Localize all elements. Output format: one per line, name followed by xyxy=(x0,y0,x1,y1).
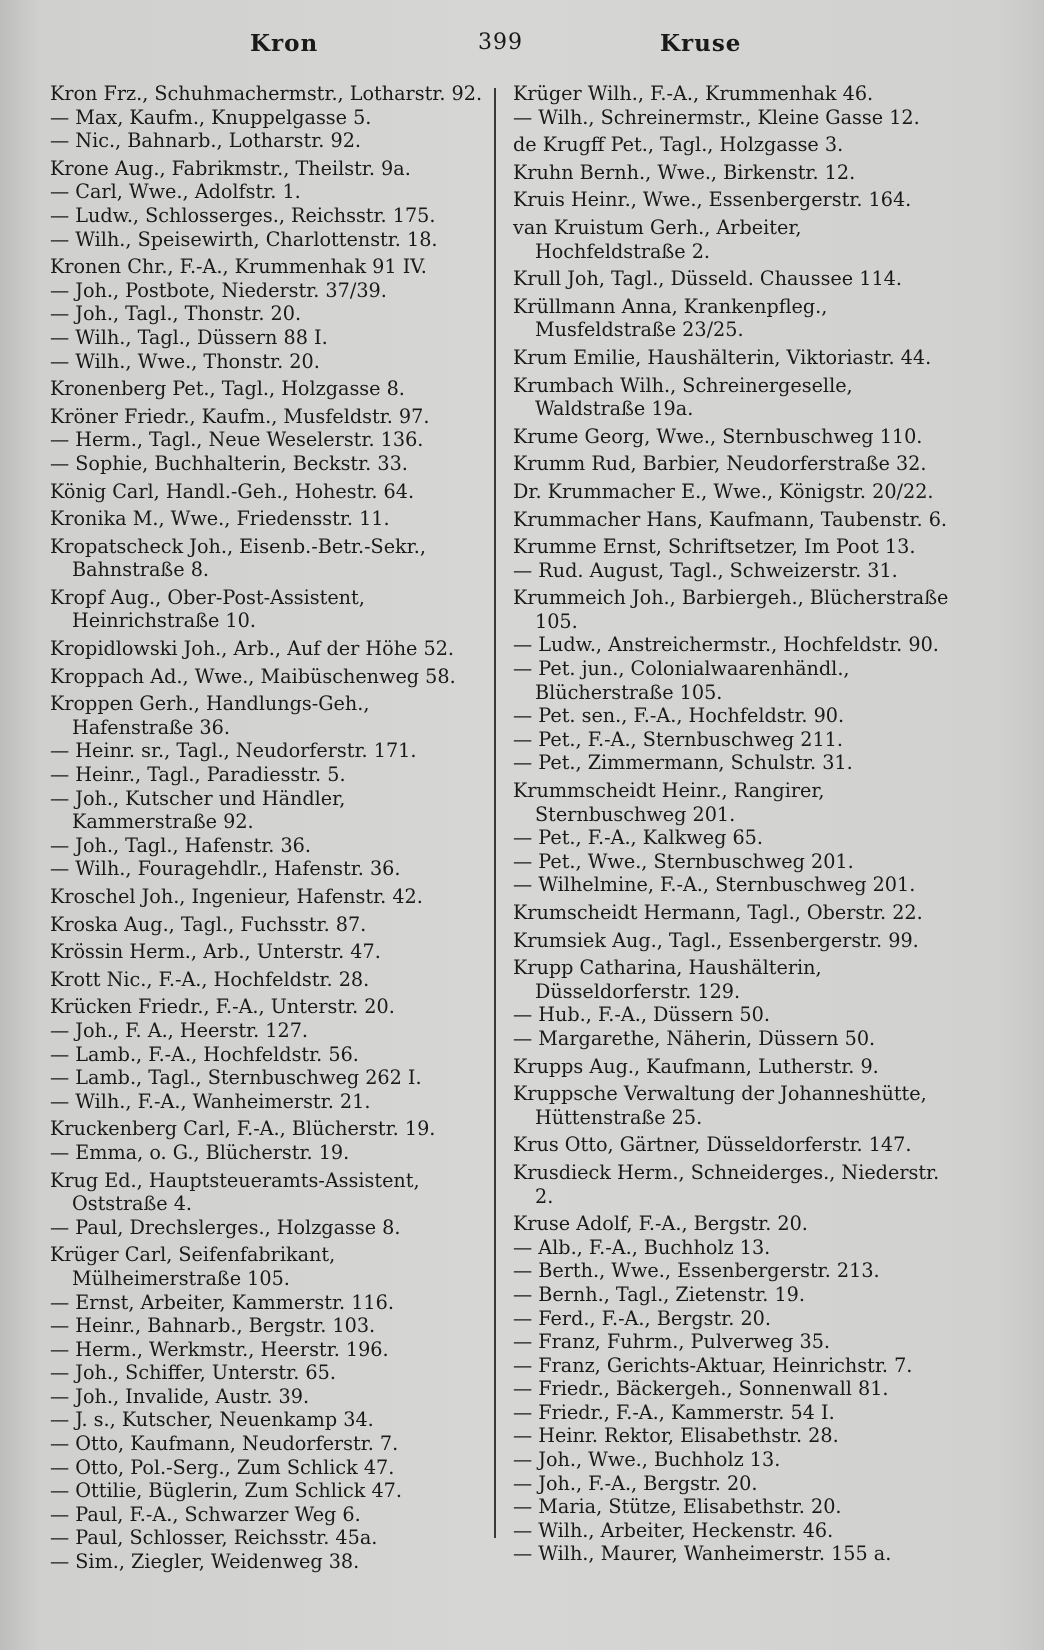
directory-entry: — Pet. jun., Colonialwaarenhändl., Blücherstraße 105. xyxy=(513,657,850,704)
directory-entry: — Joh., Invalide, Austr. 39. xyxy=(50,1384,310,1408)
directory-entry: Krupps Aug., Kaufmann, Lutherstr. 9. xyxy=(513,1054,879,1078)
directory-entry: — Paul, F.-A., Schwarzer Weg 6. xyxy=(50,1502,361,1526)
directory-entry: — Wilhelmine, F.-A., Sternbuschweg 201. xyxy=(513,873,916,897)
directory-entry: — Carl, Wwe., Adolfstr. 1. xyxy=(50,180,301,204)
directory-entry: van Kruistum Gerh., Arbeiter, Hochfeldstraße 2. xyxy=(513,215,802,263)
directory-entry: Krüger Wilh., F.-A., Krummenhak 46. xyxy=(513,82,874,105)
directory-entry: — Heinr. sr., Tagl., Neudorferstr. 171. xyxy=(50,739,417,763)
directory-entry: Kronenberg Pet., Tagl., Holzgasse 8. xyxy=(50,377,405,401)
directory-entry: — Joh., Wwe., Buchholz 13. xyxy=(513,1448,781,1472)
directory-entry: — Sophie, Buchhalterin, Beckstr. 33. xyxy=(50,451,408,475)
directory-entry: — Friedr., Bäckergeh., Sonnenwall 81. xyxy=(513,1377,889,1401)
directory-entry: — Joh., Postbote, Niederstr. 37/39. xyxy=(50,278,387,302)
directory-entry: — Wilh., Wwe., Thonstr. 20. xyxy=(50,349,320,373)
directory-entry: — Margarethe, Näherin, Düssern 50. xyxy=(513,1026,876,1050)
directory-entry: Krummacher Hans, Kaufmann, Taubenstr. 6. xyxy=(513,507,948,531)
directory-entry: — Nic., Bahnarb., Lotharstr. 92. xyxy=(50,129,362,153)
directory-entry: — Berth., Wwe., Essenbergerstr. 213. xyxy=(513,1259,880,1283)
directory-entry: — Bernh., Tagl., Zietenstr. 19. xyxy=(513,1282,805,1306)
directory-entry: — Pet., Wwe., Sternbuschweg 201. xyxy=(513,849,854,873)
directory-entry: — Pet., Zimmermann, Schulstr. 31. xyxy=(513,751,853,775)
directory-entry: — Max, Kaufm., Knuppelgasse 5. xyxy=(50,105,372,129)
directory-entry: — Paul, Drechslerges., Holzgasse 8. xyxy=(50,1215,401,1239)
directory-entry: Krüger Carl, Seifenfabrikant, Mülheimerstraße 105. xyxy=(50,1243,336,1290)
directory-entry: Krumscheidt Hermann, Tagl., Oberstr. 22. xyxy=(513,901,923,924)
directory-entry: Kroska Aug., Tagl., Fuchsstr. 87. xyxy=(50,912,367,936)
directory-entry: Kroppen Gerh., Handlungs-Geh., Hafenstraße 36. xyxy=(50,692,370,739)
directory-entry: Krumbach Wilh., Schreinergeselle, Waldstraße 19a. xyxy=(513,373,853,421)
directory-entry: — Franz, Fuhrm., Pulverweg 35. xyxy=(513,1330,831,1354)
directory-entry: — Wilh., Arbeiter, Heckenstr. 46. xyxy=(513,1518,834,1542)
directory-entry: Krüllmann Anna, Krankenpfleg., Musfeldstraße 23/25. xyxy=(513,294,828,342)
directory-entry: Krössin Herm., Arb., Unterstr. 47. xyxy=(50,940,381,964)
directory-entry: — Rud. August, Tagl., Schweizerstr. 31. xyxy=(513,558,898,582)
directory-entry: — Otto, Pol.-Serg., Zum Schlick 47. xyxy=(50,1455,395,1479)
directory-entry: — Wilh., Speisewirth, Charlottenstr. 18. xyxy=(50,227,438,251)
directory-entry: Krum Emilie, Haushälterin, Viktoriastr. 44. xyxy=(513,345,932,369)
directory-entry: Krumme Ernst, Schriftsetzer, Im Poot 13. xyxy=(513,535,916,559)
directory-entry: — Pet., F.-A., Kalkweg 65. xyxy=(513,826,763,850)
directory-entry: Krott Nic., F.-A., Hochfeldstr. 28. xyxy=(50,967,370,991)
directory-entry: — Pet. sen., F.-A., Hochfeldstr. 90. xyxy=(513,704,845,728)
directory-entry: de Krugff Pet., Tagl., Holzgasse 3. xyxy=(513,133,844,157)
directory-entry: — Heinr., Bahnarb., Bergstr. 103. xyxy=(50,1314,376,1338)
right-column xyxy=(513,78,953,1566)
running-head-right: Kruse xyxy=(660,30,742,57)
directory-entry: — Maria, Stütze, Elisabethstr. 20. xyxy=(513,1495,842,1519)
directory-entry: — Herm., Werkmstr., Heerstr. 196. xyxy=(50,1337,389,1361)
directory-entry: — Lamb., F.-A., Hochfeldstr. 56. xyxy=(50,1042,359,1066)
directory-entry: — Emma, o. G., Blücherstr. 19. xyxy=(50,1140,350,1164)
directory-entry: Kropidlowski Joh., Arb., Auf der Höhe 52. xyxy=(50,637,455,661)
directory-entry: Krumm Rud, Barbier, Neudorferstraße 32. xyxy=(513,452,927,476)
directory-entry: Krull Joh, Tagl., Düsseld. Chaussee 114. xyxy=(513,267,902,291)
directory-entry: Krone Aug., Fabrikmstr., Theilstr. 9a. xyxy=(50,156,411,180)
running-head-left: Kron xyxy=(250,30,319,57)
directory-entry: — Wilh., Maurer, Wanheimerstr. 155 a. xyxy=(513,1542,892,1566)
directory-entry: Kruhn Bernh., Wwe., Birkenstr. 12. xyxy=(513,160,856,184)
directory-entry: Krug Ed., Hauptsteueramts-Assistent, Oststraße 4. xyxy=(50,1168,420,1216)
directory-entry: — Pet., F.-A., Sternbuschweg 211. xyxy=(513,727,843,751)
directory-entry: — Paul, Schlosser, Reichsstr. 45a. xyxy=(50,1526,378,1550)
directory-entry: — Wilh., Schreinermstr., Kleine Gasse 12. xyxy=(513,105,920,129)
directory-entry: — Franz, Gerichts-Aktuar, Heinrichstr. 7. xyxy=(513,1353,913,1377)
directory-entry: Kronika M., Wwe., Friedensstr. 11. xyxy=(50,507,390,531)
directory-entry: — Friedr., F.-A., Kammerstr. 54 I. xyxy=(513,1400,835,1424)
directory-entry: Krücken Friedr., F.-A., Unterstr. 20. xyxy=(50,995,395,1019)
directory-entry: — Heinr., Tagl., Paradiesstr. 5. xyxy=(50,763,346,787)
directory-entry: Kronen Chr., F.-A., Krummenhak 91 IV. xyxy=(50,255,427,279)
directory-entry: Kruis Heinr., Wwe., Essenbergerstr. 164. xyxy=(513,188,912,212)
directory-entry: Kroppach Ad., Wwe., Maibüschenweg 58. xyxy=(50,664,456,688)
directory-entry: Kron Frz., Schuhmachermstr., Lotharstr. 92. xyxy=(50,82,483,105)
directory-entry: Krummscheidt Heinr., Rangirer, Sternbuschweg 201. xyxy=(513,779,825,826)
directory-entry: Krupp Catharina, Haushälterin, Düsseldorferstr. 129. xyxy=(513,956,822,1003)
directory-entry: Kruppsche Verwaltung der Johanneshütte, Hüttenstraße 25. xyxy=(513,1082,927,1129)
directory-entry: Kropf Aug., Ober-Post-Assistent, Heinrichstraße 10. xyxy=(50,585,365,633)
directory-entry: Krus Otto, Gärtner, Düsseldorferstr. 147. xyxy=(513,1133,912,1157)
directory-entry: Krusdieck Herm., Schneiderges., Niederstr. 2. xyxy=(513,1160,940,1208)
directory-entry: — Alb., F.-A., Buchholz 13. xyxy=(513,1235,771,1259)
column-rule xyxy=(494,88,496,1538)
page-number: 399 xyxy=(478,30,523,55)
directory-entry: Kroschel Joh., Ingenieur, Hafenstr. 42. xyxy=(50,885,423,908)
directory-entry: Kropatscheck Joh., Eisenb.-Betr.-Sekr., Bahnstraße 8. xyxy=(50,534,426,582)
directory-entry: Kruse Adolf, F.-A., Bergstr. 20. xyxy=(513,1212,808,1236)
directory-entry: Krumsiek Aug., Tagl., Essenbergerstr. 99. xyxy=(513,928,919,952)
directory-entry: — Joh., F. A., Heerstr. 127. xyxy=(50,1018,309,1042)
directory-entry: — Ludw., Anstreichermstr., Hochfeldstr. 90. xyxy=(513,633,939,657)
directory-entry: — Ludw., Schlosserges., Reichsstr. 175. xyxy=(50,203,436,227)
directory-entry: — Lamb., Tagl., Sternbuschweg 262 I. xyxy=(50,1066,422,1090)
directory-entry: — Otto, Kaufmann, Neudorferstr. 7. xyxy=(50,1432,399,1456)
directory-entry: — Joh., Kutscher und Händler, Kammerstraße 92. xyxy=(50,786,346,834)
directory-entry: — Joh., Schiffer, Unterstr. 65. xyxy=(50,1361,336,1385)
directory-entry: Kruckenberg Carl, F.-A., Blücherstr. 19. xyxy=(50,1117,436,1141)
directory-entry: Krume Georg, Wwe., Sternbuschweg 110. xyxy=(513,424,923,448)
directory-entry: Krummeich Joh., Barbiergeh., Blücherstraße 105. xyxy=(513,586,949,633)
left-column xyxy=(50,78,490,1574)
directory-entry: — Wilh., F.-A., Wanheimerstr. 21. xyxy=(50,1089,371,1113)
directory-entry: — Ernst, Arbeiter, Kammerstr. 116. xyxy=(50,1290,394,1314)
directory-entry: — Hub., F.-A., Düssern 50. xyxy=(513,1003,770,1027)
directory-entry: — Joh., Tagl., Hafenstr. 36. xyxy=(50,833,311,857)
directory-entry: Kröner Friedr., Kaufm., Musfeldstr. 97. xyxy=(50,404,430,428)
directory-entry: — Herm., Tagl., Neue Weselerstr. 136. xyxy=(50,428,424,452)
directory-entry: — Ferd., F.-A., Bergstr. 20. xyxy=(513,1306,771,1330)
directory-entry: Dr. Krummacher E., Wwe., Königstr. 20/22. xyxy=(513,479,934,503)
directory-entry: König Carl, Handl.-Geh., Hohestr. 64. xyxy=(50,479,415,503)
directory-entry: — Joh., F.-A., Bergstr. 20. xyxy=(513,1471,758,1495)
directory-entry: — Heinr. Rektor, Elisabethstr. 28. xyxy=(513,1424,839,1448)
directory-entry: — J. s., Kutscher, Neuenkamp 34. xyxy=(50,1408,374,1432)
directory-entry: — Joh., Tagl., Thonstr. 20. xyxy=(50,302,302,326)
directory-entry: — Sim., Ziegler, Weidenweg 38. xyxy=(50,1550,360,1574)
directory-entry: — Ottilie, Büglerin, Zum Schlick 47. xyxy=(50,1479,402,1503)
directory-entry: — Wilh., Fouragehdlr., Hafenstr. 36. xyxy=(50,857,401,881)
directory-entry: — Wilh., Tagl., Düssern 88 I. xyxy=(50,325,328,349)
